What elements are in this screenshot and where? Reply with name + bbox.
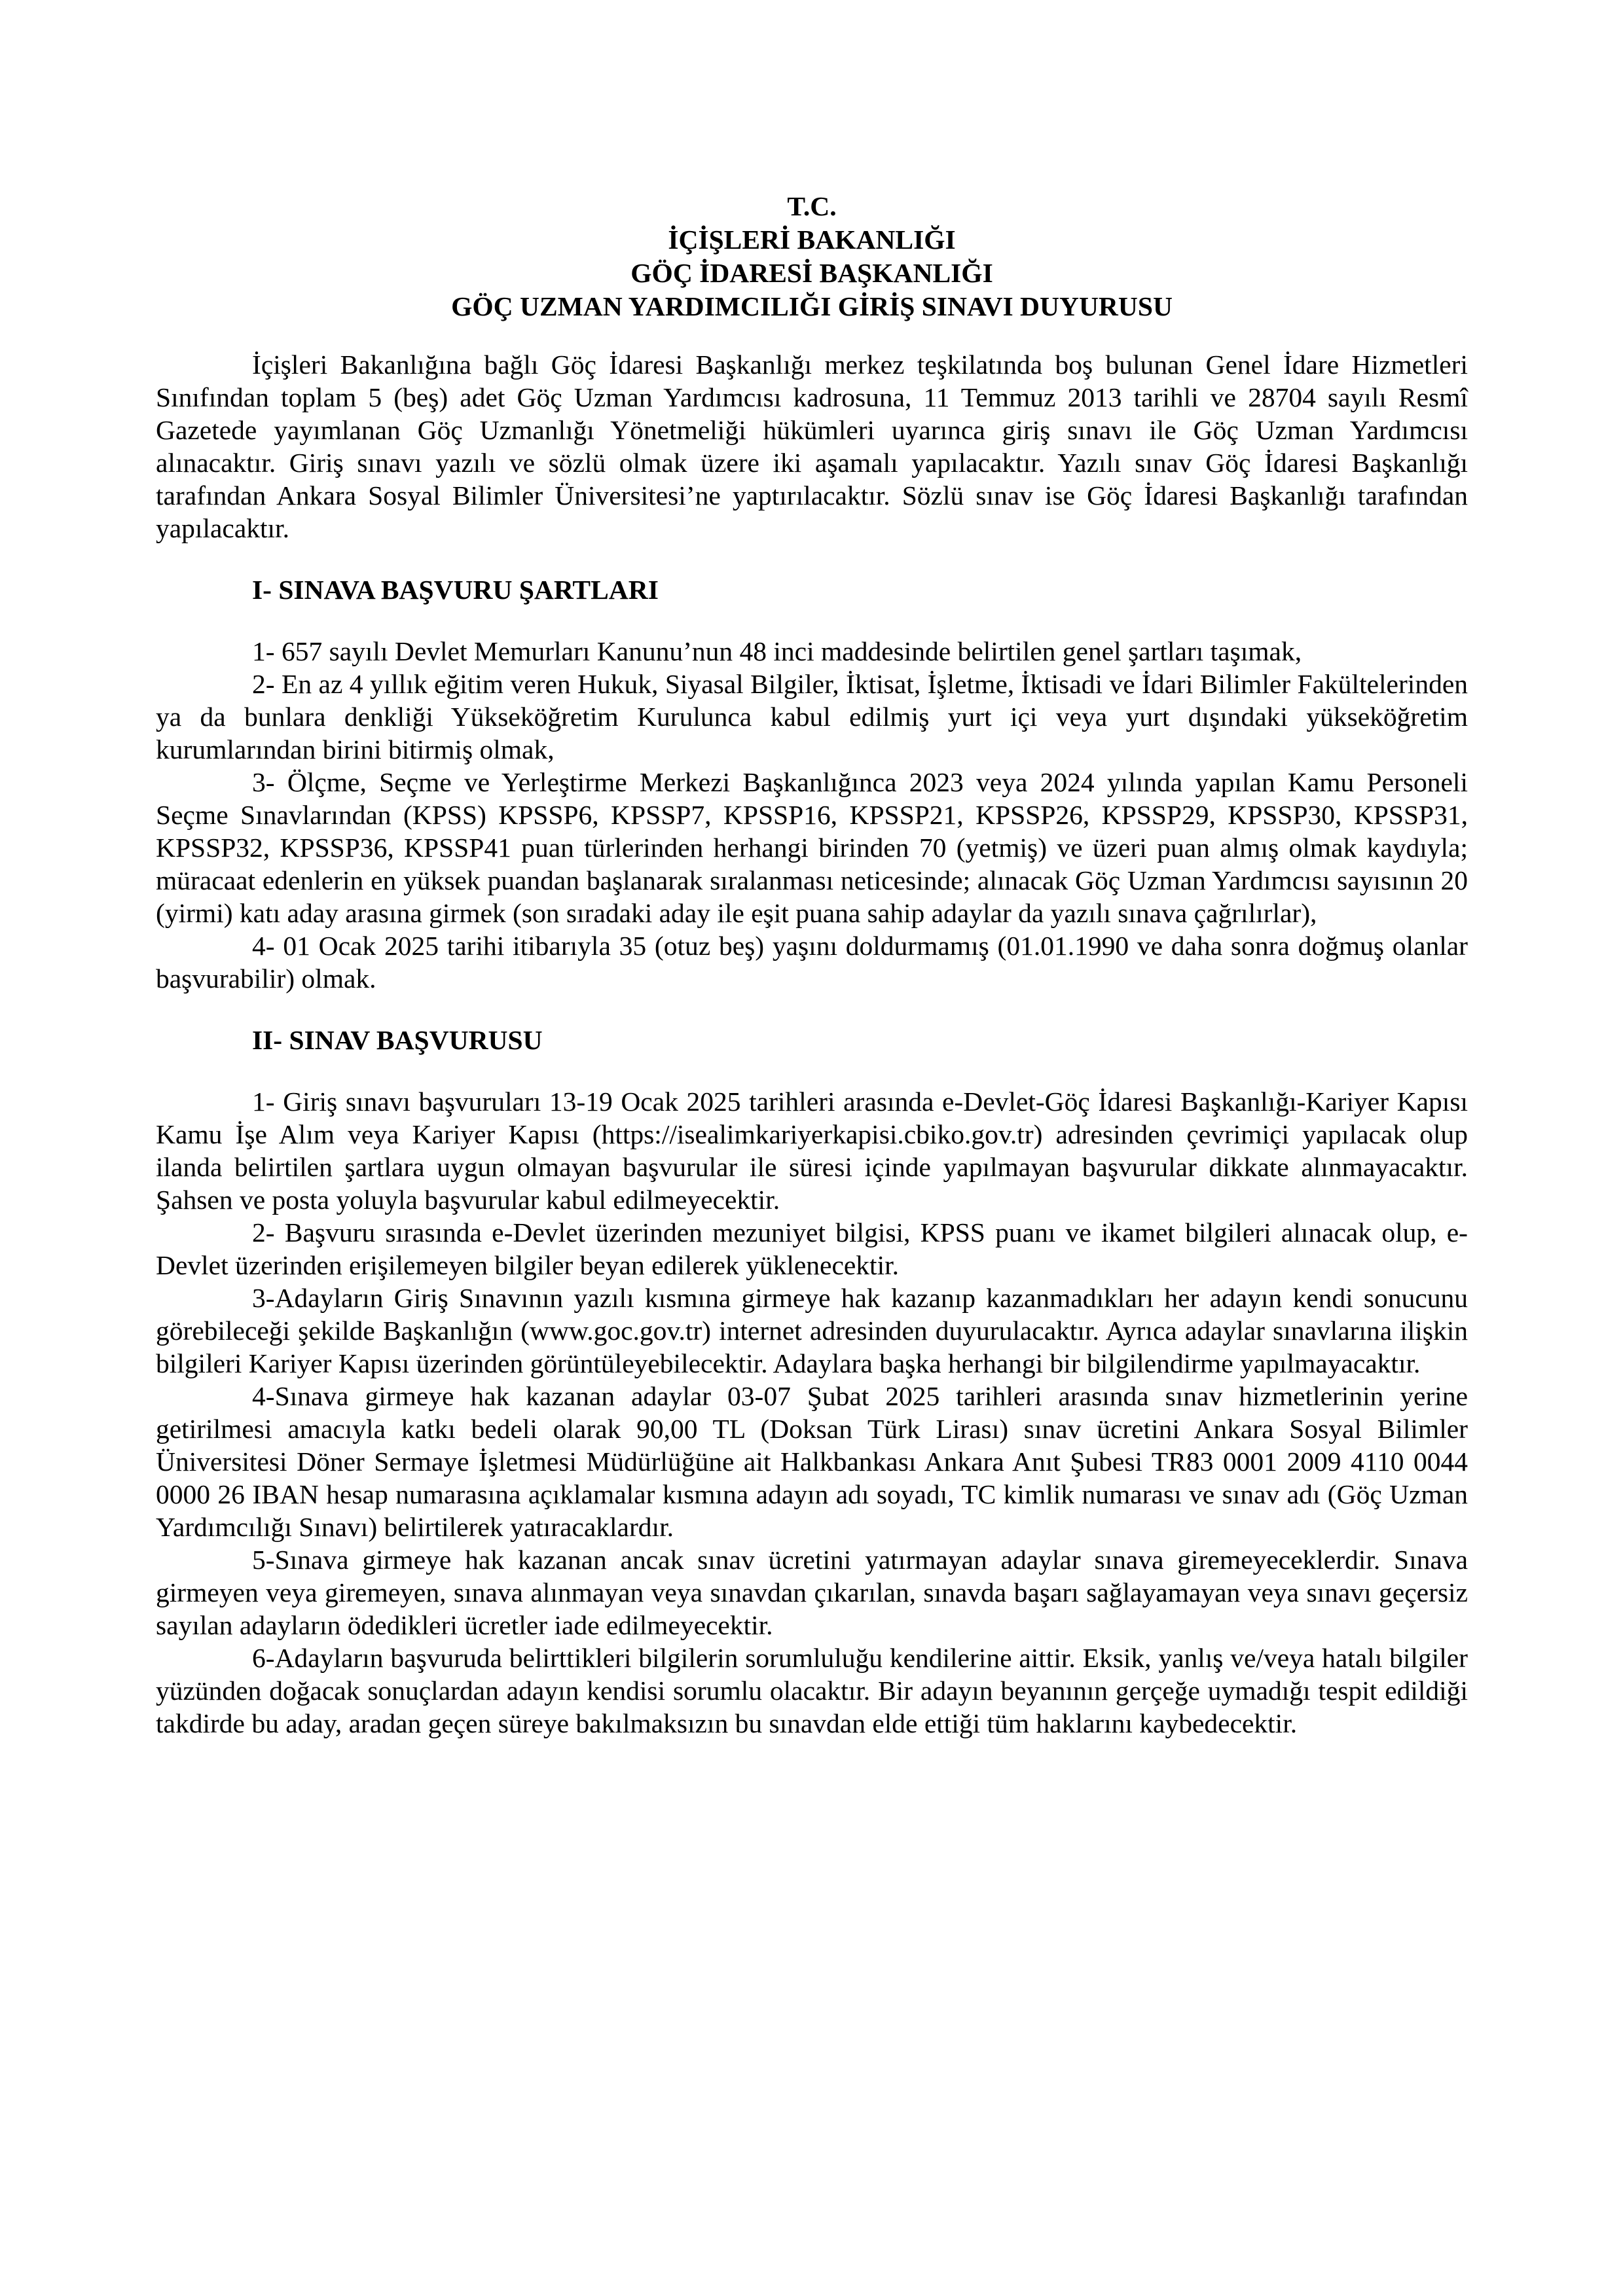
header-line-directorate: GÖÇ İDARESİ BAŞKANLIĞI	[630, 258, 993, 288]
section-1-item-4: 4- 01 Ocak 2025 tarihi itibarıyla 35 (otuz beş) yaşını doldurmamış (01.01.1990 ve daha sonra doğmuş olanlar başvurabilir) olmak.	[156, 931, 1468, 994]
section-1-item-1: 1- 657 sayılı Devlet Memurları Kanunu’nun 48 inci maddesinde belirtilen genel şartları taşımak,	[252, 636, 1302, 666]
section-2-item-3: 3-Adayların Giriş Sınavının yazılı kısmına girmeye hak kazanıp kazanmadıkları her adayın kendi sonucunu görebileceği şekilde Başkanlığın (www.goc.gov.tr) internet adresinden duyurulacaktır. Ayrıca adaylar sınavlarına ilişkin bilgileri Kariyer Kapısı üzerinden görüntüleyebilecektir. Adaylara başka herhangi bir bilgilendirme yapılmayacaktır.	[156, 1283, 1468, 1378]
section-1-item-2: 2- En az 4 yıllık eğitim veren Hukuk, Siyasal Bilgiler, İktisat, İşletme, İktisadi ve İdari Bilimler Fakültelerinden ya da bunlara denkliği Yükseköğretim Kurulunca kabul edilmiş yurt içi veya yurt dışındaki yükseköğretim kurumlarından birini bitirmiş olmak,	[156, 669, 1468, 764]
section-2-item-2: 2- Başvuru sırasında e-Devlet üzerinden mezuniyet bilgisi, KPSS puanı ve ikamet bilgileri alınacak olup, e-Devlet üzerinden erişilemeyen bilgiler beyan edilerek yüklenecektir.	[156, 1217, 1468, 1280]
section-2-item-4: 4-Sınava girmeye hak kazanan adaylar 03-07 Şubat 2025 tarihleri arasında sınav hizmetlerinin yerine getirilmesi amacıyla katkı bedeli olarak 90,00 TL (Doksan Türk Lirası) sınav ücretini Ankara Sosyal Bilimler Üniversitesi Döner Sermaye İşletmesi Müdürlüğüne ait Halkbankası Ankara Anıt Şubesi TR83 0001 2009 4110 0044 0000 26 IBAN hesap numarasına açıklamalar kısmına adayın adı soyadı, TC kimlik numarası ve sınav adı (Göç Uzman Yardımcılığı Sınavı) belirtilerek yatıracaklardır.	[156, 1381, 1468, 1542]
section-1-title: I- SINAVA BAŞVURU ŞARTLARI	[252, 575, 659, 605]
section-2-title: II- SINAV BAŞVURUSU	[252, 1025, 543, 1055]
section-2-item-5: 5-Sınava girmeye hak kazanan ancak sınav ücretini yatırmayan adaylar sınava giremeyeceklerdir. Sınava girmeyen veya giremeyen, sınava alınmayan veya sınavdan çıkarılan, sınavda başarı sağlayamayan veya sınavı geçersiz sayılan adayların ödedikleri ücretler iade edilmeyecektir.	[156, 1545, 1468, 1640]
intro-paragraph: İçişleri Bakanlığına bağlı Göç İdaresi Başkanlığı merkez teşkilatında boş bulunan Genel İdare Hizmetleri Sınıfından toplam 5 (beş) adet Göç Uzman Yardımcısı kadrosuna, 11 Temmuz 2013 tarihli ve 28704 sayılı Resmî Gazetede yayımlanan Göç Uzmanlığı Yönetmeliği hükümleri uyarınca giriş sınavı ile Göç Uzman Yardımcısı alınacaktır. Giriş sınavı yazılı ve sözlü olmak üzere iki aşamalı yapılacaktır. Yazılı sınav Göç İdaresi Başkanlığı tarafından Ankara Sosyal Bilimler Üniversitesi’ne yaptırılacaktır. Sözlü sınav ise Göç İdaresi Başkanlığı tarafından yapılacaktır.	[156, 350, 1468, 543]
section-2-item-1: 1- Giriş sınavı başvuruları 13-19 Ocak 2025 tarihleri arasında e-Devlet-Göç İdaresi Başkanlığı-Kariyer Kapısı Kamu İşe Alım veya Kariyer Kapısı (https://isealimkariyerkapisi.cbiko.gov.tr) adresinden çevrimiçi yapılacak olup ilanda belirtilen şartlara uygun olmayan başvurular ile süresi içinde yapılmayan başvurular dikkate alınmayacaktır. Şahsen ve posta yoluyla başvurular kabul edilmeyecektir.	[156, 1086, 1468, 1215]
document-header	[156, 190, 1468, 323]
section-1-item-3: 3- Ölçme, Seçme ve Yerleştirme Merkezi Başkanlığınca 2023 veya 2024 yılında yapılan Kamu Personeli Seçme Sınavlarından (KPSS) KPSSP6, KPSSP7, KPSSP16, KPSSP21, KPSSP26, KPSSP29, KPSSP30, KPSSP31, KPSSP32, KPSSP36, KPSSP41 puan türlerinden herhangi birinden 70 (yetmiş) ve üzeri puan almış olmak kaydıyla; müracaat edenlerin en yüksek puandan başlanarak sıralanması neticesinde; alınacak Göç Uzman Yardımcısı sayısının 20 (yirmi) katı aday arasına girmek (son sıradaki aday ile eşit puana sahip adaylar da yazılı sınava çağrılırlar),	[156, 767, 1468, 928]
section-2-item-6: 6-Adayların başvuruda belirttikleri bilgilerin sorumluluğu kendilerine aittir. Eksik, yanlış ve/veya hatalı bilgiler yüzünden doğacak sonuçlardan adayın kendisi sorumlu olacaktır. Bir adayın beyanının gerçeğe uymadığı tespit edildiği takdirde bu aday, aradan geçen süreye bakılmaksızın bu sınavdan elde ettiği tüm haklarını kaybedecektir.	[156, 1643, 1468, 1738]
header-line-announcement-title: GÖÇ UZMAN YARDIMCILIĞI GİRİŞ SINAVI DUYURUSU	[451, 291, 1173, 321]
header-line-tc: T.C.	[787, 191, 837, 221]
document-page	[156, 190, 1468, 1740]
header-line-ministry: İÇİŞLERİ BAKANLIĞI	[668, 224, 956, 255]
